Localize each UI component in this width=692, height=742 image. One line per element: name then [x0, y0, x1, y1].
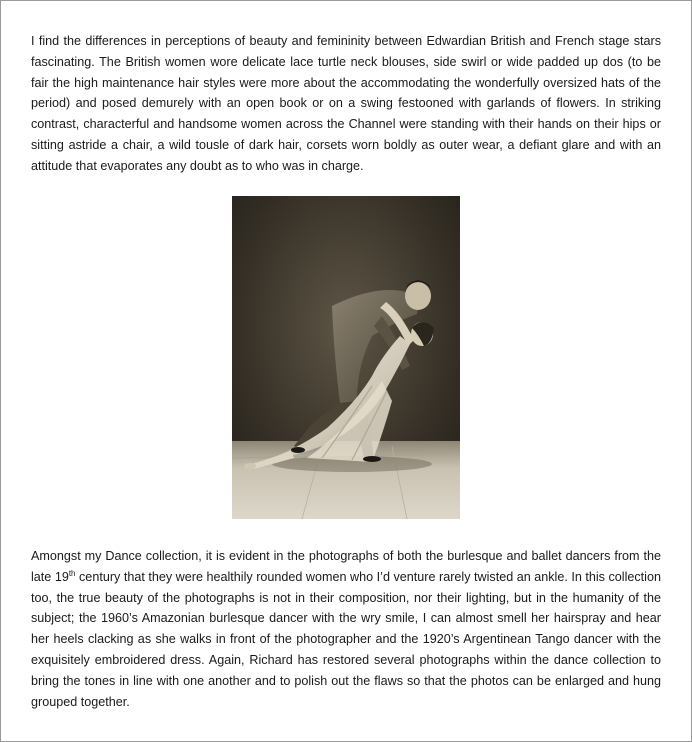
paragraph-2-part-b: century that they were healthily rounded women who I’d venture rarely twisted an ankle. In this collection too, the true beauty of the photographs is not in their composition, nor their lighting, but in the humanity of the subject; the 1960’s Amazonian burlesque dancer with the wry smile, I can almost smell her hairspray and hear her heels clacking as she walks in front of the photographer and the 1920’s Argentinean Tango dancer with the exquisitely embroidered dress. Again, Richard has restored several photographs within the dance collection to bring the tones in line with one another and to polish out the flaws so that the photos can be enlarged and hung grouped together.	[31, 569, 661, 709]
superscript-th: th	[68, 568, 76, 578]
paragraph-intro: I find the differences in perceptions of beauty and femininity between Edwardian British and French stage stars fascinating. The British women wore delicate lace turtle neck blouses, side swirl or wide padded up dos (to be fair the high maintenance hair styles were more about the accommodating the wonderfully oversized hats of the period) and posed demurely with an open book or on a swing festooned with garlands of flowers. In striking contrast, characterful and handsome women across the Channel were standing with their hands on their hips or sitting astride a chair, a wild tousle of dark hair, corsets worn boldly as outer wear, a defiant glare and with an attitude that evaporates any doubt as to who was in charge.	[31, 34, 661, 173]
tango-dancers-photo	[232, 196, 460, 519]
paragraph-2-part-a: Amongst my Dance collection, it is evident in the photographs of both the burlesque and ballet dancers from the late 19	[31, 549, 661, 584]
photo-illustration	[232, 196, 460, 519]
paragraph-dance-collection	[31, 546, 661, 712]
